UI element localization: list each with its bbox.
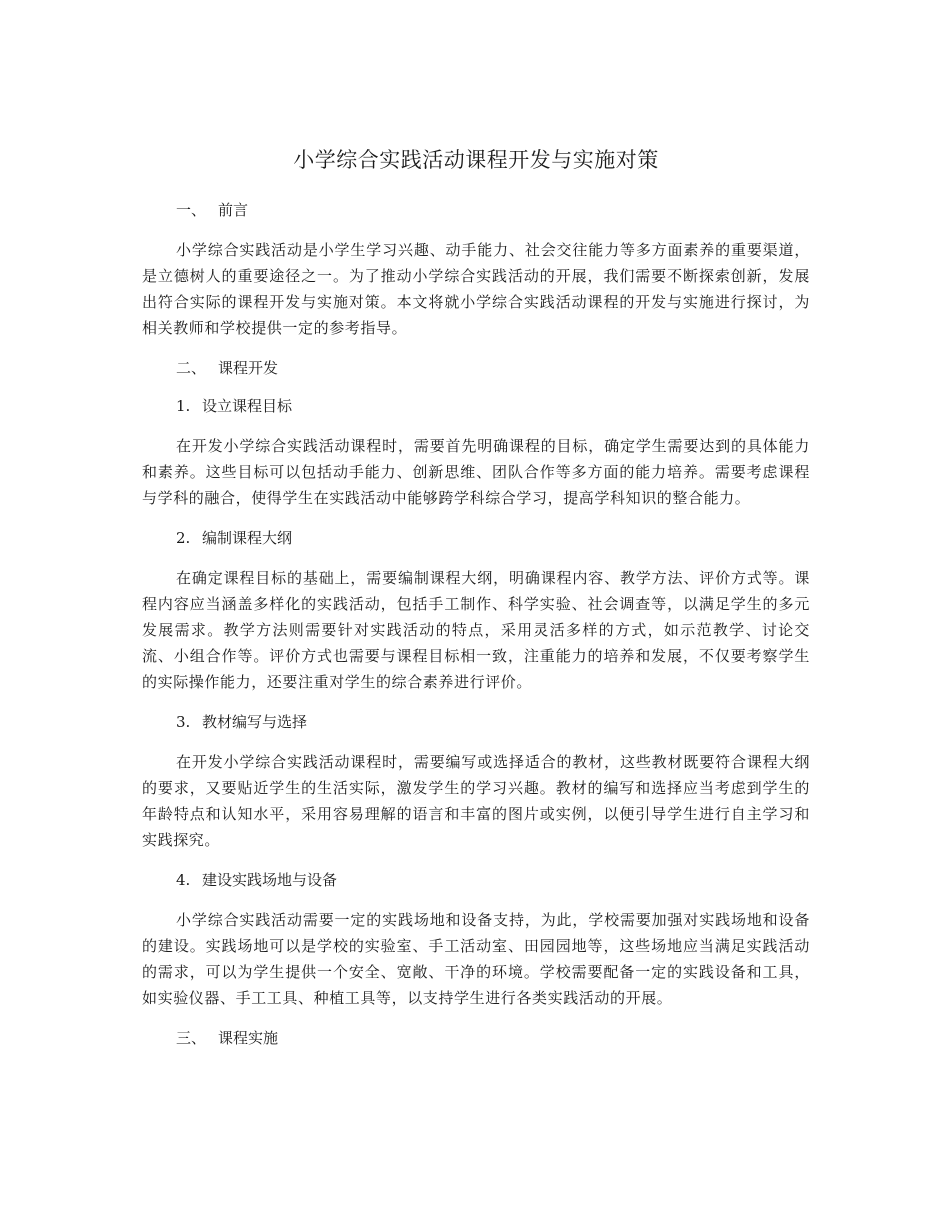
subsection-number: 4.	[176, 871, 191, 889]
section-number: 三、	[176, 1029, 207, 1047]
paragraph-facilities: 小学综合实践活动需要一定的实践场地和设备支持，为此，学校需要加强对实践场地和设备的建设。实践场地可以是学校的实验室、手工活动室、田园园地等，这些场地应当满足实践活动的需求，可以为学生提供一个安全、宽敞、干净的环境。学校需要配备一定的实践设备和工具，如实验仪器、手工工具、种植工具等，以支持学生进行各类实践活动的开展。	[142, 911, 810, 1007]
subsection-number: 1.	[176, 397, 191, 415]
subsection-heading-text: 教材编写与选择	[202, 713, 308, 731]
section-heading-text: 前言	[218, 201, 249, 219]
section-heading-text: 课程开发	[218, 359, 279, 377]
subsection-heading-goals	[142, 395, 810, 417]
subsection-number: 3.	[176, 713, 191, 731]
section-number: 二、	[176, 359, 207, 377]
subsection-heading-syllabus	[142, 527, 810, 549]
section-heading-preface	[142, 199, 810, 221]
subsection-number: 2.	[176, 529, 191, 547]
subsection-heading-text: 建设实践场地与设备	[202, 871, 338, 889]
subsection-heading-facilities	[142, 869, 810, 891]
paragraph-goals: 在开发小学综合实践活动课程时，需要首先明确课程的目标，确定学生需要达到的具体能力和素养。这些目标可以包括动手能力、创新思维、团队合作等多方面的能力培养。需要考虑课程与学科的融合，使得学生在实践活动中能够跨学科综合学习，提高学科知识的整合能力。	[142, 437, 810, 507]
section-heading-text: 课程实施	[218, 1029, 279, 1047]
paragraph-materials: 在开发小学综合实践活动课程时，需要编写或选择适合的教材，这些教材既要符合课程大纲的要求，又要贴近学生的生活实际，激发学生的学习兴趣。教材的编写和选择应当考虑到学生的年龄特点和认知水平，采用容易理解的语言和丰富的图片或实例，以便引导学生进行自主学习和实践探究。	[142, 753, 810, 849]
section-heading-course-implementation	[142, 1027, 810, 1049]
paragraph-syllabus: 在确定课程目标的基础上，需要编制课程大纲，明确课程内容、教学方法、评价方式等。课程内容应当涵盖多样化的实践活动，包括手工制作、科学实验、社会调查等，以满足学生的多元发展需求。教学方法则需要针对实践活动的特点，采用灵活多样的方式，如示范教学、讨论交流、小组合作等。评价方式也需要与课程目标相一致，注重能力的培养和发展，不仅要考察学生的实际操作能力，还要注重对学生的综合素养进行评价。	[142, 569, 810, 691]
subsection-heading-text: 设立课程目标	[202, 397, 293, 415]
section-heading-course-development	[142, 357, 810, 379]
subsection-heading-text: 编制课程大纲	[202, 529, 293, 547]
document-title: 小学综合实践活动课程开发与实施对策	[293, 148, 659, 172]
document-body	[142, 145, 810, 1065]
section-number: 一、	[176, 201, 207, 219]
subsection-heading-materials	[142, 711, 810, 733]
paragraph-preface: 小学综合实践活动是小学生学习兴趣、动手能力、社会交往能力等多方面素养的重要渠道，是立德树人的重要途径之一。为了推动小学综合实践活动的开展，我们需要不断探索创新，发展出符合实际的课程开发与实施对策。本文将就小学综合实践活动课程的开发与实施进行探讨，为相关教师和学校提供一定的参考指导。	[142, 241, 810, 337]
